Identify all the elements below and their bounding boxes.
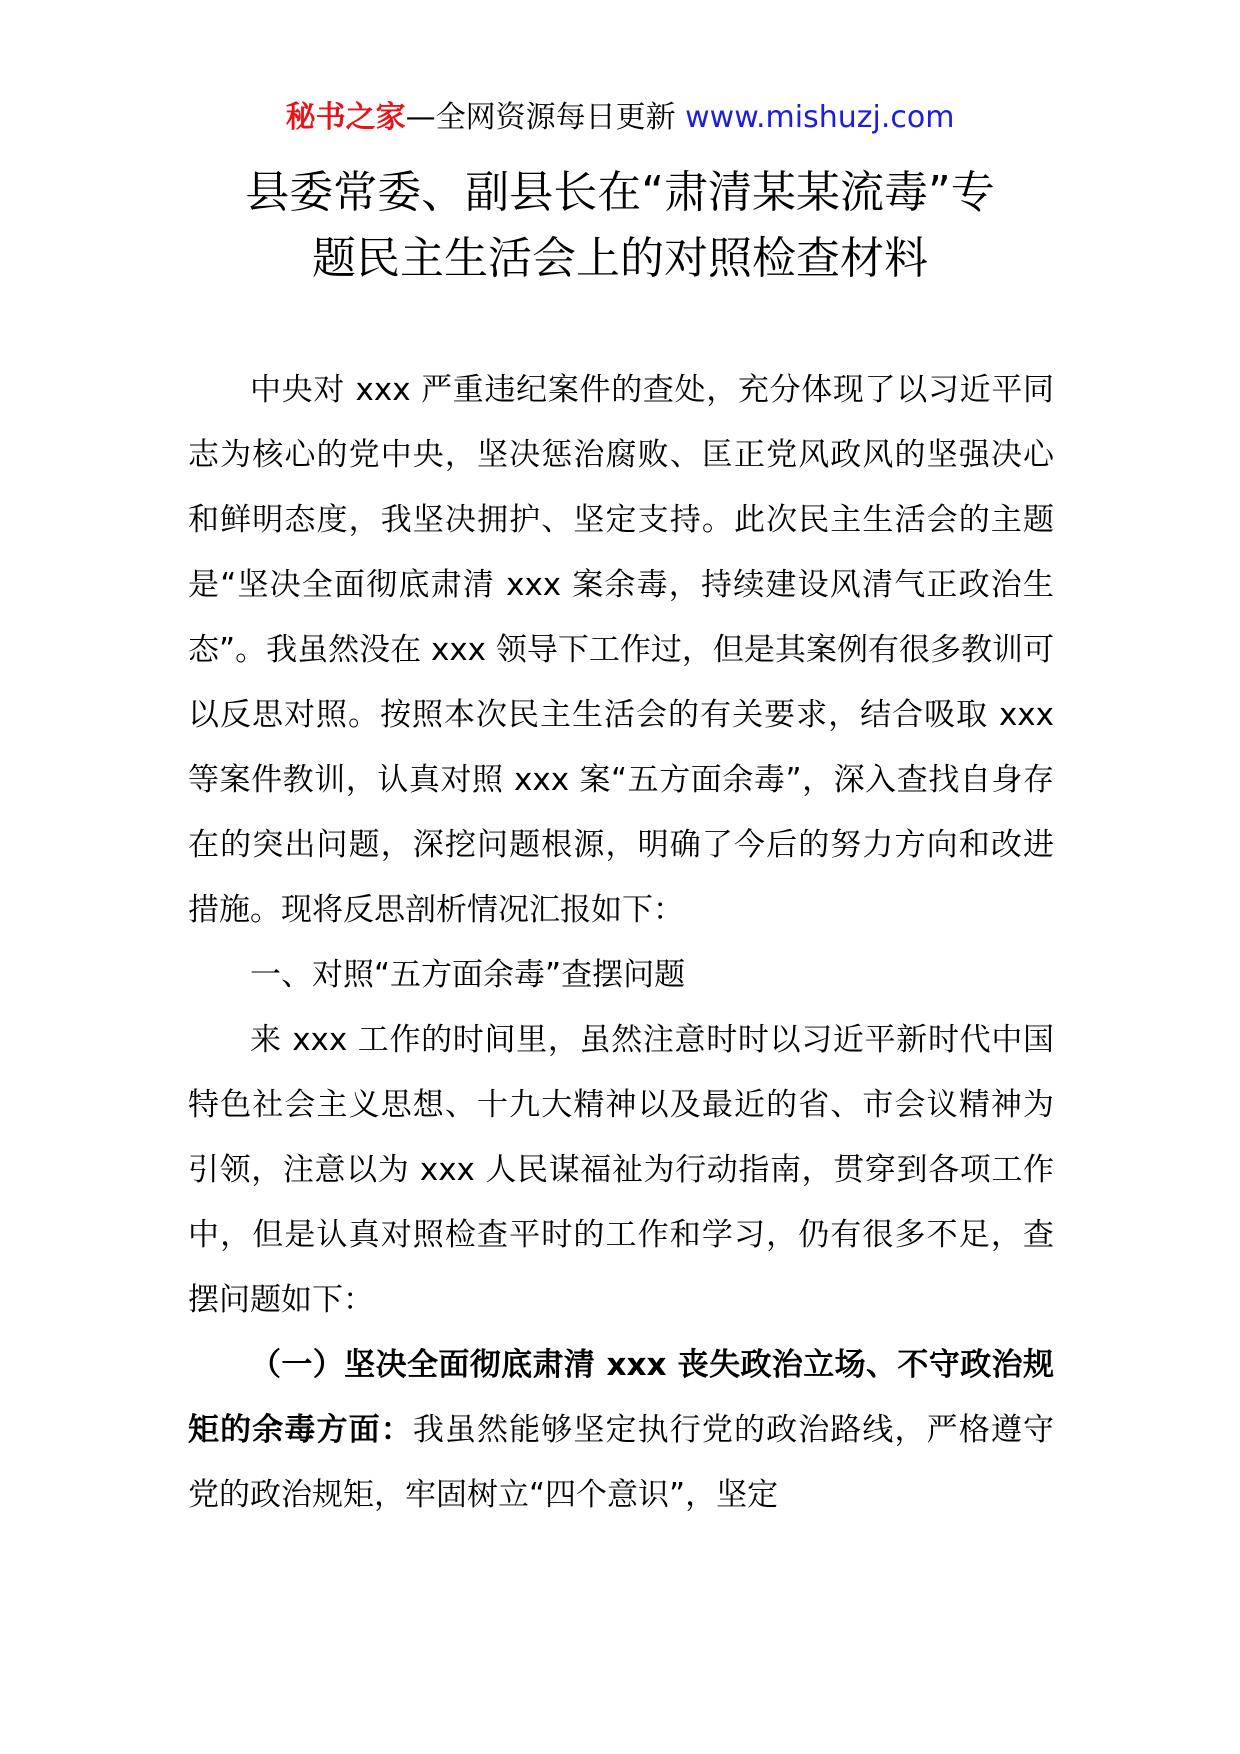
document-title	[150, 160, 1090, 292]
title-line-2: 题民主生活会上的对照检查材料	[312, 233, 928, 284]
section-heading-1: 一、对照“五方面余毒”查摆问题	[250, 957, 686, 993]
title-line-1: 县委常委、副县长在“肃清某某流毒”专	[245, 167, 995, 218]
paragraph-intro: 中央对 xxx 严重违纪案件的查处，充分体现了以习近平同志为核心的党中央，坚决惩治腐败、匡正党风政风的坚强决心和鲜明态度，我坚决拥护、坚定支持。此次民主生活会的主题是“坚决全面彻底肃清 xxx 案余毒，持续建设风清气正政治生态”。我虽然没在 xxx 领导下工作过，但是其案例有很多教训可以反思对照。按照本次民主生活会的有关要求，结合吸取 xxx 等案件教训，认真对照 xxx 案“五方面余毒”，深入查找自身存在的突出问题，深挖问题根源，明确了今后的努力方向和改进措施。现将反思剖析情况汇报如下：	[188, 372, 1054, 928]
banner-url-link[interactable]: www.mishuzj.com	[685, 100, 955, 135]
item-1-heading: （一）坚决全面彻底肃清 xxx 丧失政治立场、不守政治规矩的余毒方面：	[188, 1347, 1054, 1448]
paragraph-overview: 来 xxx 工作的时间里，虽然注意时时以习近平新时代中国特色社会主义思想、十九大精神以及最近的省、市会议精神为引领，注意以为 xxx 人民谋福祉为行动指南，贯穿到各项工作中，但是认真对照检查平时的工作和学习，仍有很多不足，查摆问题如下：	[188, 1022, 1054, 1318]
banner-brand: 秘书之家	[285, 100, 406, 135]
paragraph-item-1	[188, 1333, 1054, 1528]
document-body	[188, 358, 1054, 1528]
banner-tagline: —全网资源每日更新	[405, 100, 686, 135]
item-1-text: 我虽然能够坚定执行党的政治路线，严格遵守党的政治规矩，牢固树立“四个意识”，坚定	[188, 1412, 1055, 1513]
site-banner	[0, 98, 1240, 138]
